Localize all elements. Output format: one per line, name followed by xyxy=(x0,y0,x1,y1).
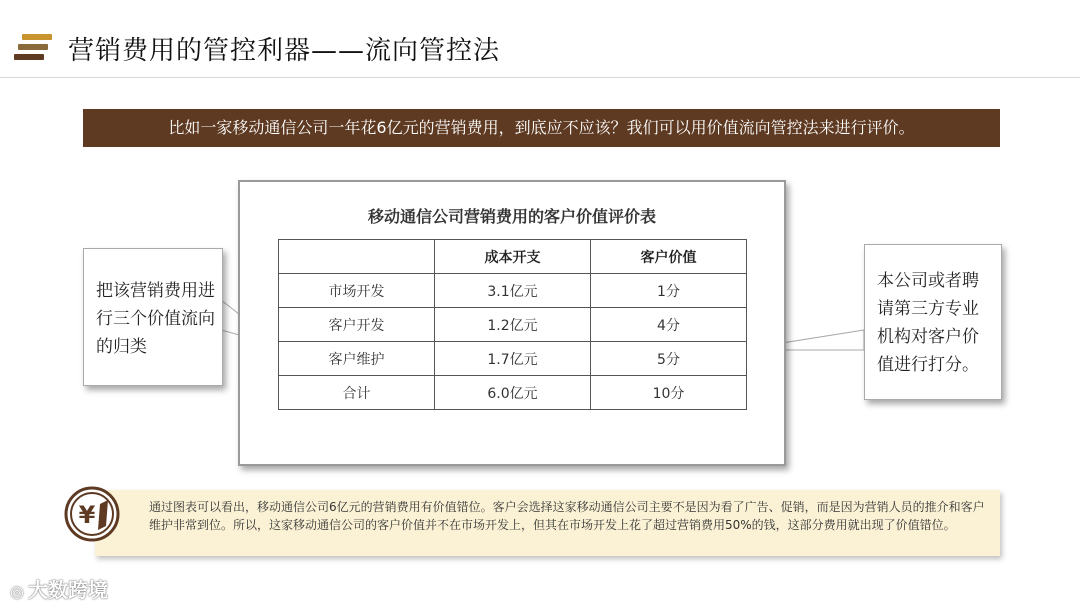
table-row xyxy=(279,274,747,308)
yen-coin-icon xyxy=(64,486,120,542)
table-cell: 合计 xyxy=(279,376,435,410)
right-callout-text: 本公司或者聘请第三方专业机构对客户价值进行打分。 xyxy=(877,271,979,375)
watermark-text: 大数跨境 xyxy=(27,578,108,602)
table-cell: 市场开发 xyxy=(279,274,435,308)
table-row xyxy=(279,376,747,410)
right-callout xyxy=(864,244,1002,400)
column-header: 客户价值 xyxy=(591,240,747,274)
question-banner: 比如一家移动通信公司一年花6亿元的营销费用，到底应不应该？我们可以用价值流向管控法来进行评价。 xyxy=(83,109,1000,147)
watermark-logo-icon: ◎ xyxy=(10,582,24,601)
table-cell: 客户开发 xyxy=(279,308,435,342)
watermark xyxy=(10,574,108,603)
logo-icon xyxy=(14,34,54,64)
table-cell: 1.2亿元 xyxy=(435,308,591,342)
table-cell: 4分 xyxy=(591,308,747,342)
column-header: 成本开支 xyxy=(435,240,591,274)
table-cell: 10分 xyxy=(591,376,747,410)
left-callout xyxy=(83,248,223,386)
conclusion-box xyxy=(95,490,1000,556)
card-title: 移动通信公司营销费用的客户价值评价表 xyxy=(367,207,656,226)
table-cell: 1.7亿元 xyxy=(435,342,591,376)
table-cell: 客户维护 xyxy=(279,342,435,376)
table-header-row xyxy=(279,240,747,274)
table-cell: 5分 xyxy=(591,342,747,376)
value-table xyxy=(278,239,747,410)
value-evaluation-card xyxy=(238,180,786,466)
column-header xyxy=(279,240,435,274)
left-callout-text: 把该营销费用进行三个价值流向的归类 xyxy=(96,281,215,357)
table-row xyxy=(279,342,747,376)
page-title: 营销费用的管控利器——流向管控法 xyxy=(68,36,501,66)
table-cell: 1分 xyxy=(591,274,747,308)
conclusion-text: 通过图表可以看出，移动通信公司6亿元的营销费用有价值错位。客户会选择这家移动通信公司主要不是因为看了广告、促销，而是因为营销人员的推介和客户维护非常到位。所以，这家移动通信公司的客户价值并不在市场开发上，但其在市场开发上花了超过营销费用50%的钱，这部分费用就出现了价值错位。 xyxy=(149,500,985,532)
svg-text:¥: ¥ xyxy=(78,501,96,529)
header-divider xyxy=(0,77,1080,78)
table-row xyxy=(279,308,747,342)
table-cell: 6.0亿元 xyxy=(435,376,591,410)
table-cell: 3.1亿元 xyxy=(435,274,591,308)
